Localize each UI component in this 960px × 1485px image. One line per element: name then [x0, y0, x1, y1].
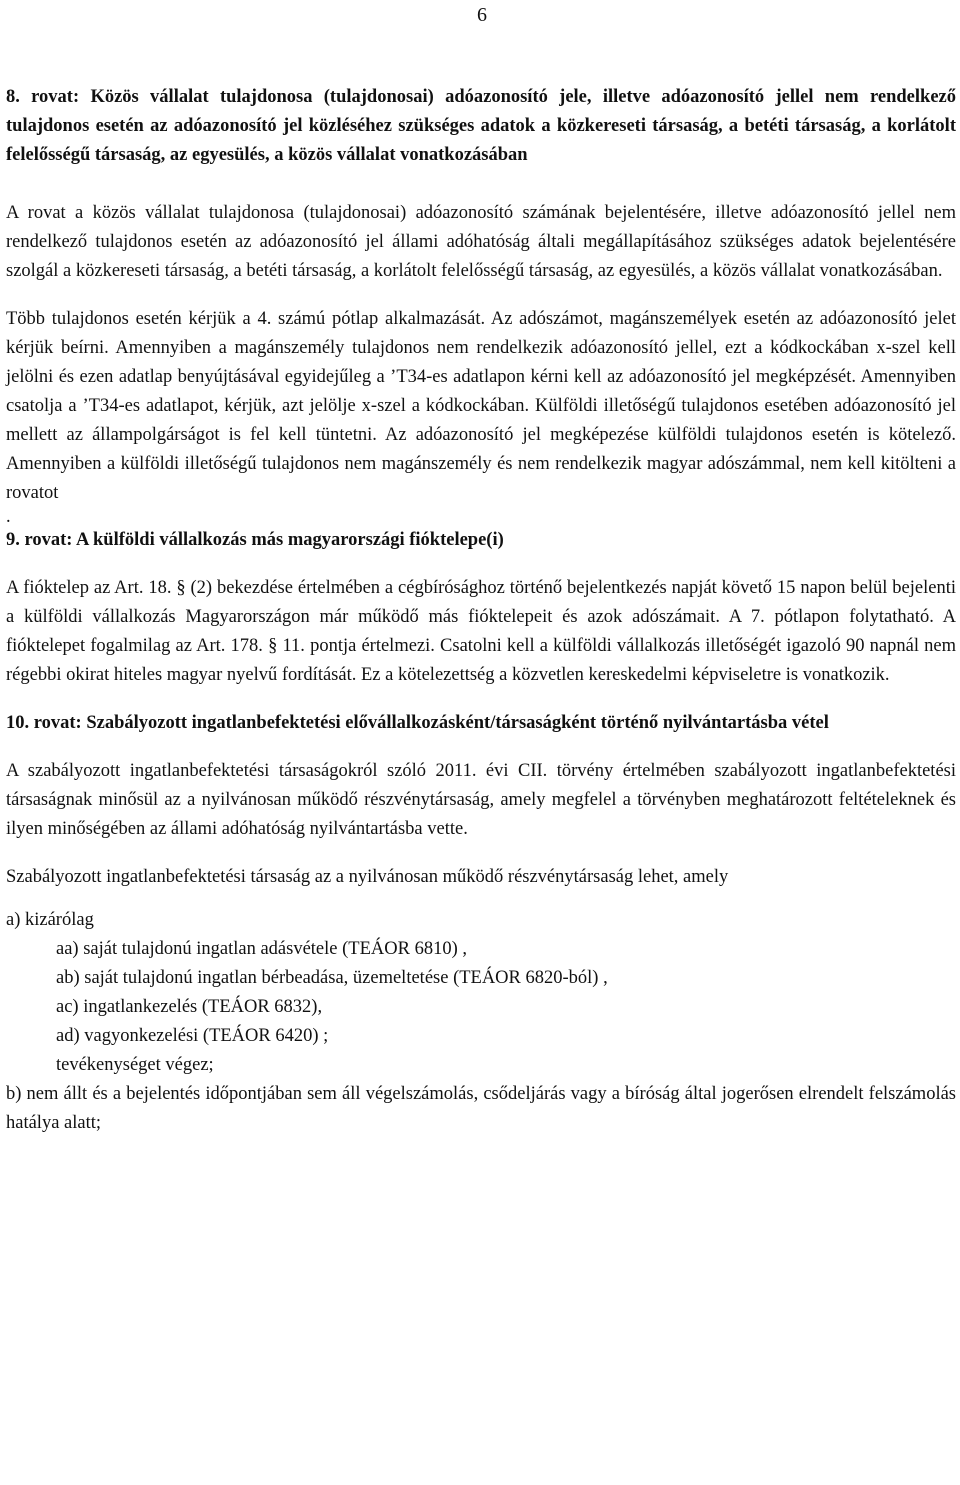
list-a-label: a) kizárólag — [6, 910, 94, 930]
list-b-text: b) nem állt és a bejelentés időpontjában sem áll végelszámolás, csődeljárás vagy a bíróság által jogerősen elrendelt felszámolás hatálya alatt; — [6, 1084, 956, 1133]
section-10-paragraph-1: A szabályozott ingatlanbefektetési társaságokról szóló 2011. évi CII. törvény értelmében szabályozott ingatlanbefektetési társaságnak minősül az a nyilvánosan működő részvénytársaság, amely megfelel a törvényben meghatározott feltételeknek és ilyen minőségében az állami adóhatóság nyilvántartásba vette. — [6, 761, 956, 839]
section-8-dot: . — [6, 507, 11, 527]
list-item-ac: ac) ingatlankezelés (TEÁOR 6832), — [56, 997, 323, 1017]
list-item-ab: ab) saját tulajdonú ingatlan bérbeadása, üzemeltetése (TEÁOR 6820-ból) , — [56, 968, 608, 988]
section-8-heading: 8. rovat: Közös vállalat tulajdonosa (tulajdonosai) adóazonosító jele, illetve adóazonosító jellel nem rendelkező tulajdonos esetén az adóazonosító jel közléséhez szükséges adatok a közkereseti társaság, a betéti társaság, a korlátolt felelősségű társaság, az egyesülés, a közös vállalat vonatkozásában — [6, 87, 956, 165]
section-8-paragraph-1: A rovat a közös vállalat tulajdonosa (tulajdonosai) adóazonosító számának bejelentésére, illetve adóazonosító jellel nem rendelkező tulajdonos esetén az adóazonosító jel állami adóhatóság általi megállapításához szükséges adatok bejelentésére szolgál a közkereseti társaság, a betéti társaság, a korlátolt felelősségű társaság, az egyesülés, a közös vállalat vonatkozásában. — [6, 203, 956, 281]
section-10-paragraph-2: Szabályozott ingatlanbefektetési társaság az a nyilvánosan működő részvénytársaság lehet, amely — [6, 867, 729, 887]
list-item-activity: tevékenységet végez; — [56, 1055, 214, 1075]
section-9-heading: 9. rovat: A külföldi vállalkozás más magyarországi fióktelepe(i) — [6, 530, 504, 550]
section-8-paragraph-2: Több tulajdonos esetén kérjük a 4. számú pótlap alkalmazását. Az adószámot, magánszemélyek esetén az adóazonosító jelet kérjük beírni. Amennyiben a magánszemély tulajdonos nem rendelkezik adóazonosító jellel, ezt a kódkockában x-szel kell jelölni és ezen adatlap benyújtásával egyidejűleg a ’T34-es adatlapon kérni kell az adóazonosító jel megképzését. Amennyiben csatolja a ’T34-es adatlapot, kérjük, azt jelölje x-szel a kódkockában. Külföldi illetőségű tulajdonos esetében adóazonosító jel mellett az állampolgárságot is fel kell tüntetni. Az adóazonosító jel megképezése külföldi tulajdonos esetén is kötelező. Amennyiben a külföldi illetőségű tulajdonos nem magánszemély és nem rendelkezik magyar adószámmal, nem kell kitölteni a rovatot — [6, 309, 956, 503]
page-number: 6 — [477, 4, 487, 26]
list-item-aa: aa) saját tulajdonú ingatlan adásvétele (TEÁOR 6810) , — [56, 939, 467, 959]
section-10-heading: 10. rovat: Szabályozott ingatlanbefektetési elővállalkozásként/társaságként történő nyilvántartásba vétel — [6, 713, 829, 733]
document-body — [6, 83, 956, 1138]
section-9-paragraph-1: A fióktelep az Art. 18. § (2) bekezdése értelmében a cégbírósághoz történő bejelentkezés napját követő 15 napon belül bejelenti a külföldi vállalkozás Magyarországon már működő más fióktelepeit és azok adószámait. A 7. pótlapon folytatható. A fióktelepet fogalmilag az Art. 178. § 11. pontja értelmezi. Csatolni kell a külföldi vállalkozás illetőségét igazoló 90 napnál nem régebbi okirat hiteles magyar nyelvű fordítását. Ez a kötelezettség a közvetlen kereskedelmi képviseletre is vonatkozik. — [6, 578, 956, 685]
list-item-ad: ad) vagyonkezelési (TEÁOR 6420) ; — [56, 1026, 329, 1046]
